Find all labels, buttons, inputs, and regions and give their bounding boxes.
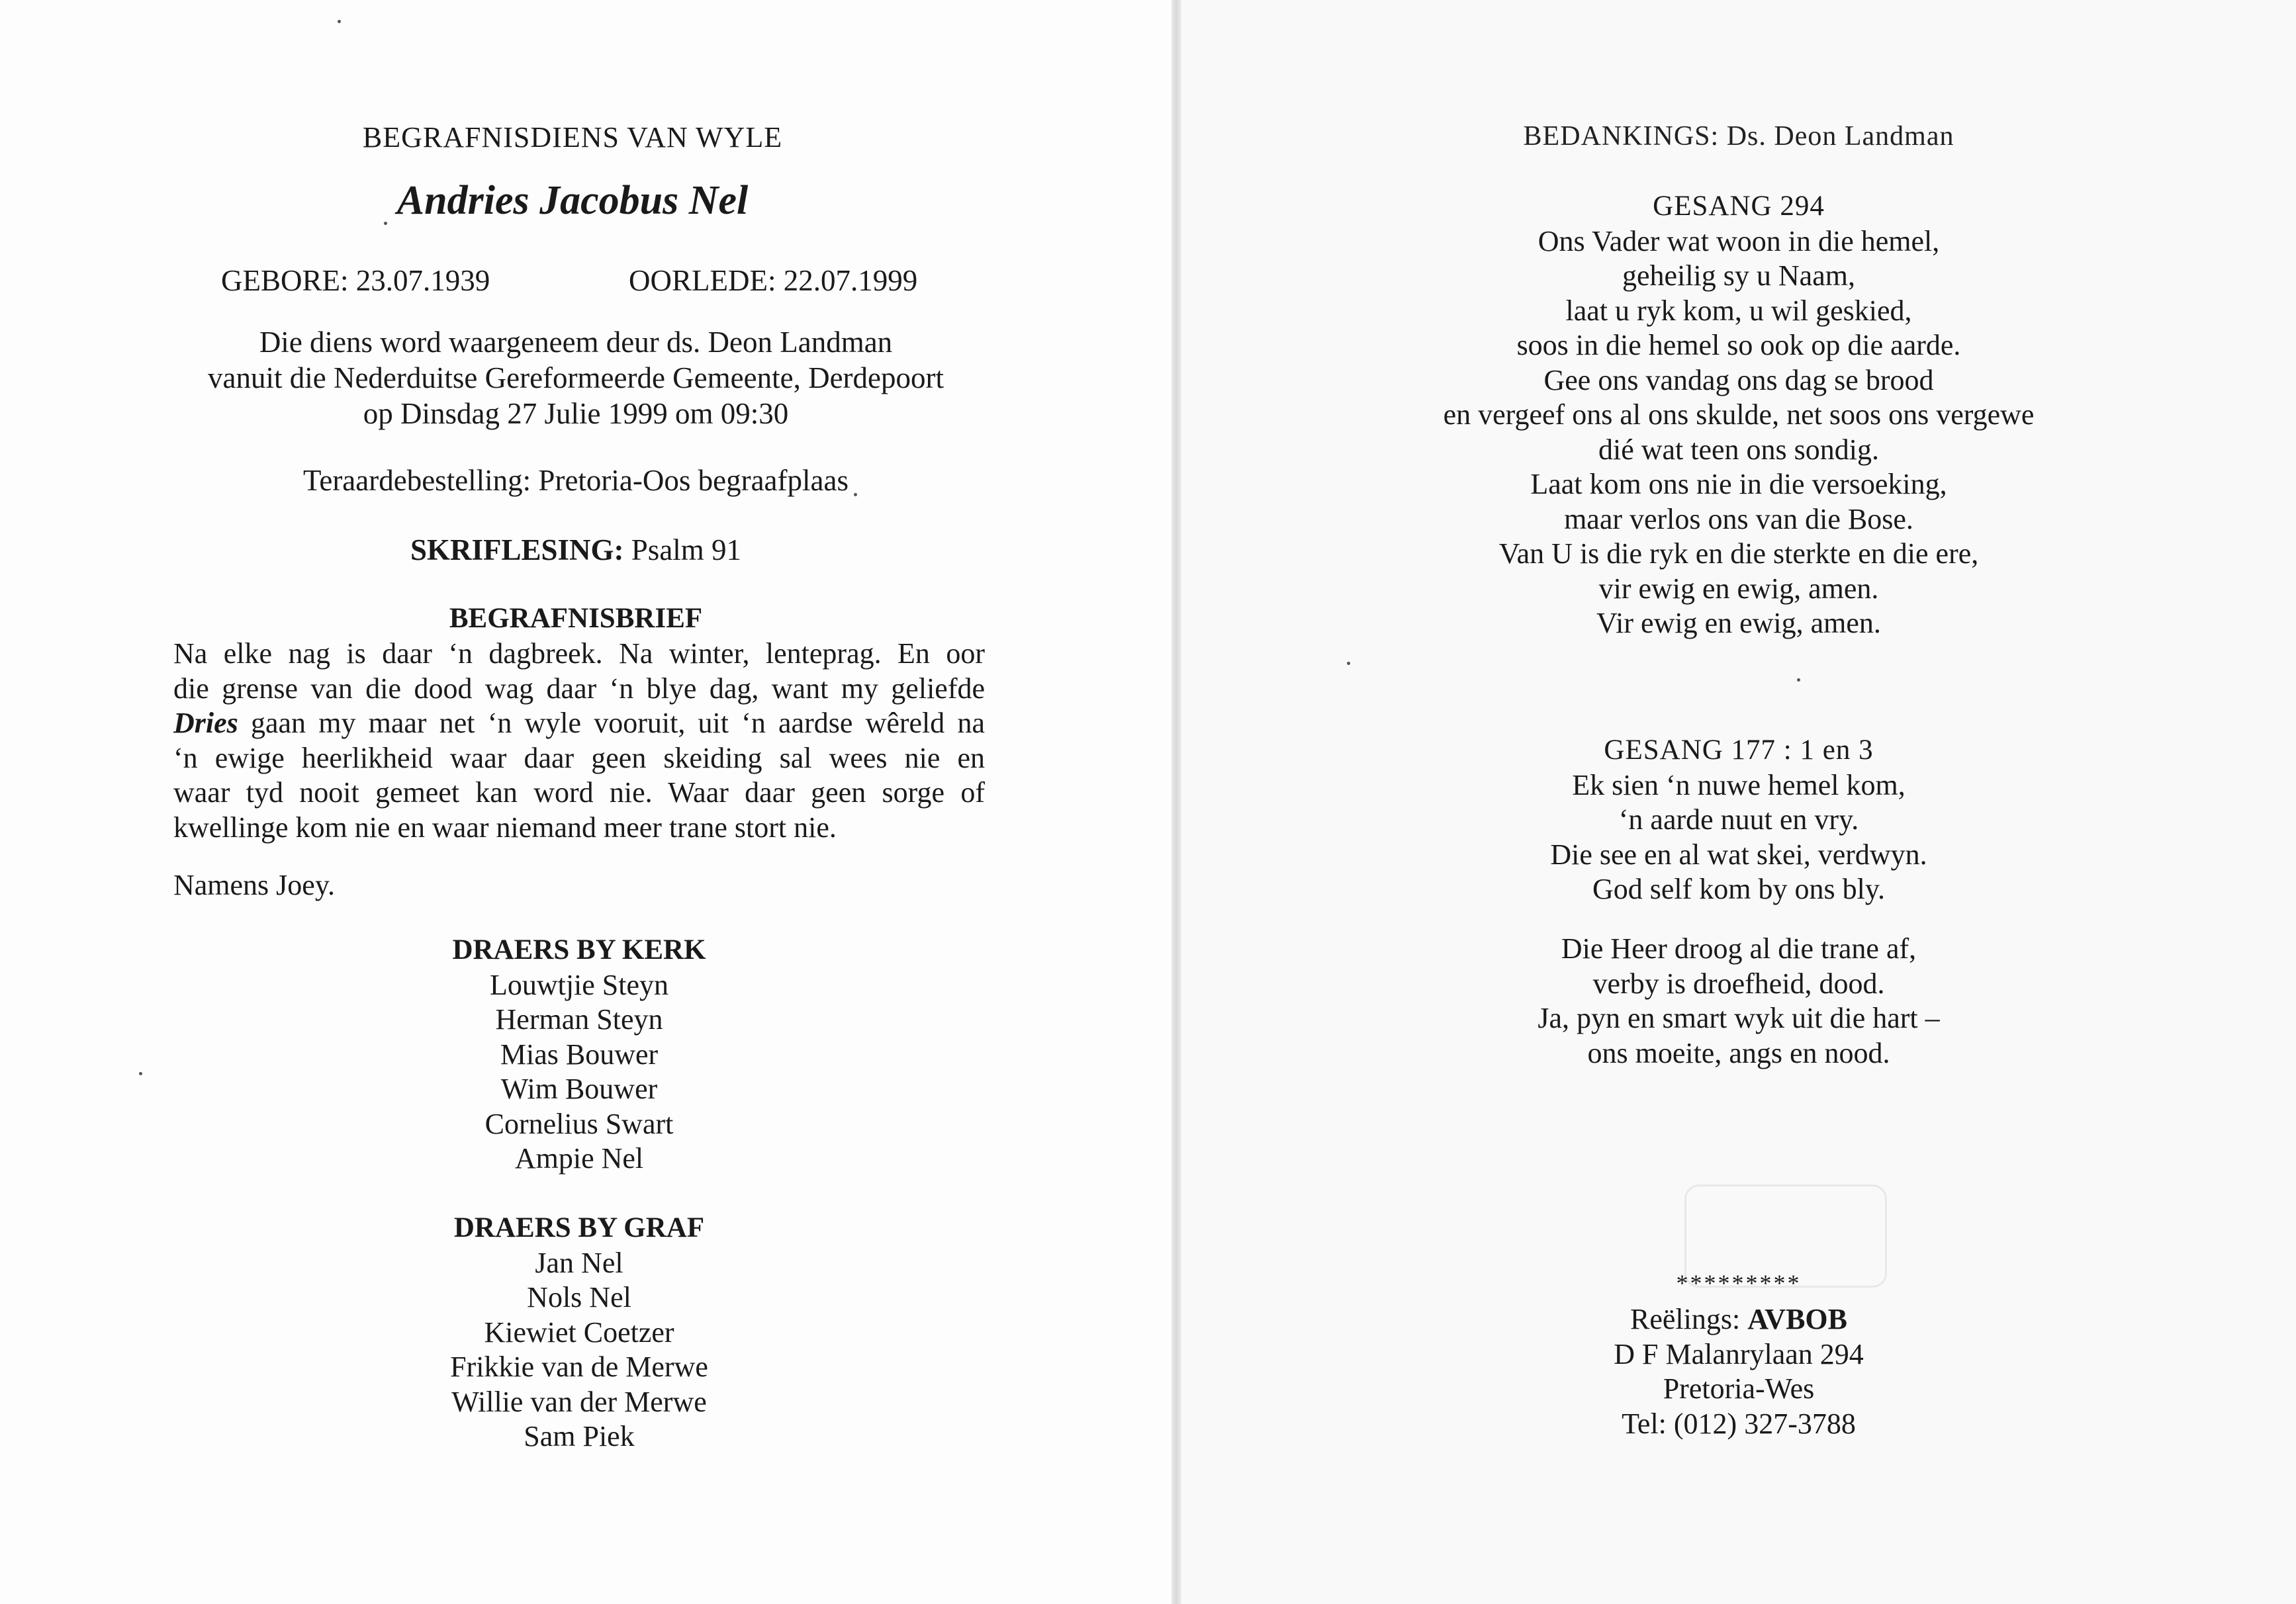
hymn-line: vir ewig en ewig, amen. bbox=[1598, 572, 1879, 605]
service-title: BEGRAFNISDIENS VAN WYLE bbox=[362, 121, 783, 154]
letter-line-text: gaan my maar net ‘n wyle vooruit, uit ‘n aardse wêreld na bbox=[250, 707, 985, 739]
deceased-name: Andries Jacobus Nel bbox=[396, 178, 749, 223]
hymn-heading: GESANG 294 bbox=[1653, 191, 1825, 222]
service-line: vanuit die Nederduitse Gereformeerde Gemeente, Derdepoort bbox=[208, 361, 944, 394]
bearer-name: Jan Nel bbox=[535, 1246, 623, 1279]
hymn-line: Ons Vader wat woon in die hemel, bbox=[1538, 224, 1940, 257]
paper-speck bbox=[384, 222, 387, 225]
hymn-line: Die see en al wat skei, verdwyn. bbox=[1550, 838, 1927, 871]
hymn-line: Ja, pyn en smart wyk uit die hart – bbox=[1538, 1002, 1940, 1034]
letter-body bbox=[173, 637, 985, 845]
hymn-line: en vergeef ons al ons skulde, net soos ons vergewe bbox=[1443, 398, 2035, 431]
hymn-177-verse-3 bbox=[1181, 932, 2296, 1071]
arrangements-value: AVBOB bbox=[1747, 1303, 1847, 1335]
address-line: D F Malanrylaan 294 bbox=[1614, 1337, 1864, 1370]
hymn-line: Ek sien ‘n nuwe hemel kom, bbox=[1572, 768, 1906, 801]
scripture-value: Psalm 91 bbox=[631, 533, 742, 566]
bearer-name: Willie van der Merwe bbox=[451, 1385, 707, 1418]
service-line: op Dinsdag 27 Julie 1999 om 09:30 bbox=[363, 397, 789, 430]
birth-date: GEBORE: 23.07.1939 bbox=[221, 264, 490, 297]
arrangements bbox=[1181, 1302, 2296, 1441]
church-bearers-heading: DRAERS BY KERK bbox=[452, 934, 706, 965]
hymn-line: Die Heer droog al die trane af, bbox=[1561, 932, 1917, 965]
hymn-line: God self kom by ons bly. bbox=[1592, 873, 1886, 905]
hymn-line: ‘n aarde nuut en vry. bbox=[1618, 803, 1859, 836]
right-panel bbox=[1181, 0, 2296, 1604]
bearer-name: Mias Bouwer bbox=[500, 1038, 659, 1071]
address-line: Tel: (012) 327-3788 bbox=[1622, 1407, 1856, 1440]
grave-bearers-heading: DRAERS BY GRAF bbox=[453, 1212, 705, 1243]
paper-speck bbox=[338, 20, 341, 23]
letter-line: waar tyd nooit gemeet kan word nie. Waar daar geen sorge of bbox=[173, 776, 985, 809]
hymn-line: laat u ryk kom, u wil geskied, bbox=[1565, 294, 1912, 327]
hymn-line: Vir ewig en ewig, amen. bbox=[1596, 607, 1881, 639]
bearer-name: Kiewiet Coetzer bbox=[484, 1315, 674, 1349]
grave-bearers bbox=[0, 1211, 1158, 1454]
hymn-line: dié wat teen ons sondig. bbox=[1598, 433, 1880, 466]
hymn-177 bbox=[1181, 733, 2296, 907]
bearer-name: Frikkie van de Merwe bbox=[450, 1351, 708, 1383]
thanks bbox=[1181, 120, 2296, 152]
bearer-name: Wim Bouwer bbox=[500, 1073, 658, 1105]
letter-line: Na elke nag is daar ‘n dagbreek. Na winter, lenteprag. En oor bbox=[173, 637, 985, 670]
church-bearers bbox=[0, 933, 1158, 1177]
hymn-294 bbox=[1181, 189, 2296, 641]
bearer-name: Nols Nel bbox=[527, 1281, 631, 1314]
hymn-line: verby is droefheid, dood. bbox=[1592, 967, 1885, 1000]
bearer-name: Herman Steyn bbox=[495, 1003, 663, 1036]
bearer-name: Sam Piek bbox=[524, 1420, 635, 1452]
hymn-line: Gee ons vandag ons dag se brood bbox=[1543, 363, 1934, 396]
bearer-name: Ampie Nel bbox=[514, 1142, 644, 1175]
hymn-line: ons moeite, angs en nood. bbox=[1587, 1036, 1890, 1069]
paper-speck bbox=[1347, 662, 1350, 665]
hymn-line: Laat kom ons nie in die versoeking, bbox=[1530, 468, 1947, 500]
paper-speck bbox=[139, 1072, 142, 1075]
bearer-name: Cornelius Swart bbox=[484, 1107, 674, 1140]
death-date: OORLEDE: 22.07.1999 bbox=[629, 264, 918, 297]
arrangements-line bbox=[1181, 1302, 2296, 1337]
letter-line: kwellinge kom nie en waar niemand meer trane stort nie. bbox=[173, 811, 837, 844]
letter-heading: BEGRAFNISBRIEF bbox=[449, 603, 703, 634]
hymn-line: soos in die hemel so ook op die aarde. bbox=[1516, 329, 1961, 361]
arrangements-label: Reëlings: bbox=[1630, 1303, 1741, 1335]
thanks-label: BEDANKINGS: bbox=[1523, 121, 1720, 152]
paper-speck bbox=[854, 493, 857, 496]
hymn-heading: GESANG 177 : 1 en 3 bbox=[1604, 735, 1874, 766]
paper-speck bbox=[1797, 678, 1800, 682]
service-line: Die diens word waargeneem deur ds. Deon Landman bbox=[259, 326, 893, 359]
signoff: Namens Joey. bbox=[173, 869, 335, 901]
letter-line bbox=[173, 706, 985, 741]
service-details bbox=[0, 324, 1152, 431]
address-line: Pretoria-Wes bbox=[1663, 1372, 1815, 1405]
letter-line: die grense van die dood wag daar ‘n blye dag, want my geliefde bbox=[173, 672, 985, 705]
scripture-label: SKRIFLESING: bbox=[410, 533, 624, 566]
separator-stars: ********* bbox=[1676, 1270, 1802, 1296]
letter-name: Dries bbox=[173, 707, 238, 739]
page-fold bbox=[1171, 0, 1181, 1604]
hymn-line: maar verlos ons van die Bose. bbox=[1564, 502, 1913, 535]
scripture-reading bbox=[0, 533, 1152, 567]
letter-line: ‘n ewige heerlikheid waar daar geen skeiding sal wees nie en bbox=[173, 741, 985, 774]
interment: Teraardebestelling: Pretoria-Oos begraafplaas bbox=[303, 464, 849, 497]
bearer-name: Louwtjie Steyn bbox=[489, 968, 669, 1001]
thanks-value: Ds. Deon Landman bbox=[1726, 121, 1954, 152]
hymn-line: Van U is die ryk en die sterkte en die ere, bbox=[1498, 537, 1979, 570]
hymn-line: geheilig sy u Naam, bbox=[1622, 259, 1855, 292]
